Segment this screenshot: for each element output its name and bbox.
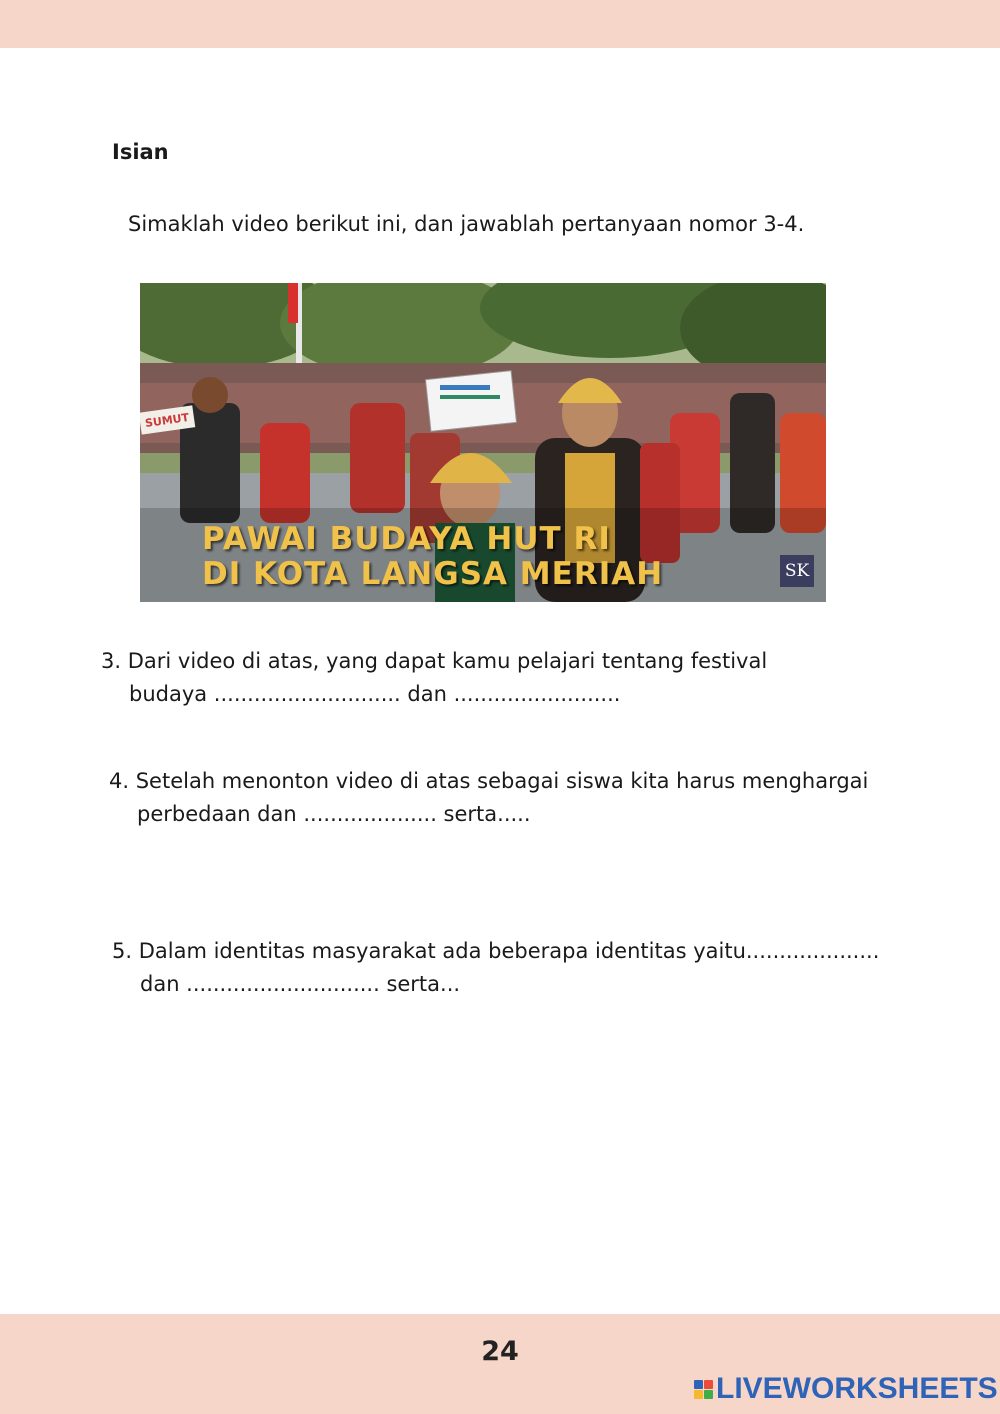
question-3-line2: budaya ............................ dan ......................... (129, 682, 621, 706)
section-title: Isian (112, 140, 169, 164)
liveworksheets-icon (694, 1380, 713, 1399)
channel-badge: SK (780, 555, 814, 587)
question-4-line1: 4. Setelah menonton video di atas sebagai siswa kita harus menghargai (109, 769, 869, 793)
liveworksheets-logo[interactable] (694, 1372, 998, 1406)
video-caption-line2: DI KOTA LANGSA MERIAH (202, 556, 664, 592)
question-5 (112, 935, 879, 1001)
question-5-line2: dan ............................. serta... (140, 972, 461, 996)
question-3-line1: 3. Dari video di atas, yang dapat kamu pelajari tentang festival (101, 649, 768, 673)
video-caption-line1: PAWAI BUDAYA HUT RI (202, 521, 611, 557)
liveworksheets-brand: LIVEWORKSHEETS (716, 1372, 998, 1405)
video-thumbnail[interactable] (140, 283, 826, 602)
instruction-text: Simaklah video berikut ini, dan jawablah pertanyaan nomor 3-4. (128, 212, 805, 236)
page-number: 24 (481, 1336, 519, 1367)
question-3 (101, 645, 767, 711)
header-band (0, 0, 1000, 48)
question-4 (109, 765, 868, 831)
sumut-sign: SUMUT (140, 405, 195, 434)
question-4-line2: perbedaan dan .................... serta..... (137, 802, 531, 826)
question-5-line1: 5. Dalam identitas masyarakat ada beberapa identitas yaitu.................... (112, 939, 880, 963)
